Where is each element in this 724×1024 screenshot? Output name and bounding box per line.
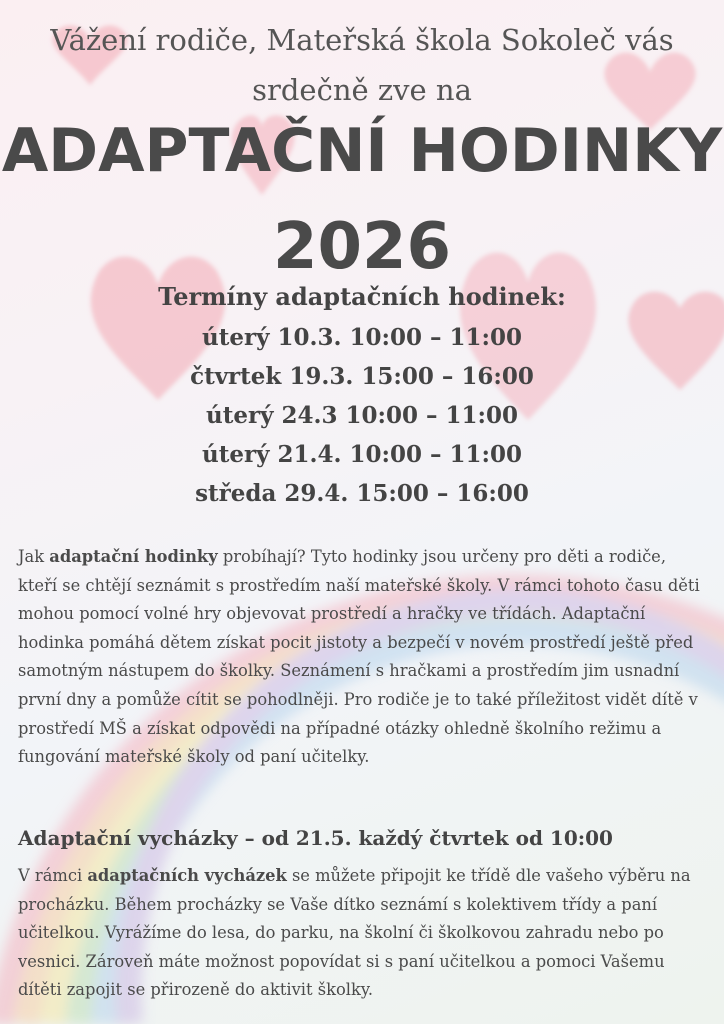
greeting-line-2: srdečně zve na — [252, 73, 472, 107]
walks-heading: Adaptační vycházky – od 21.5. každý čtvrtek od 10:00 — [18, 826, 613, 850]
walks-text: se můžete připojit ke třídě dle vašeho výběru na procházku. Během procházky se Vaše dítko seznámí s kolektivem třídy a paní učitelkou. Vyrážíme do lesa, do parku, na školní či školkovou zahradu nebo po vesnici. Zároveň máte možnost popovídat si s paní učitelkou a pomoci Vašemu dítěti zapojit se přirozeně do aktivit školky. — [18, 866, 691, 1000]
intro-prefix: Jak — [18, 547, 50, 566]
term-item: čtvrtek 19.3. 15:00 – 16:00 — [190, 363, 534, 390]
walks-paragraph — [18, 862, 710, 1005]
term-item: úterý 10.3. 10:00 – 11:00 — [201, 324, 523, 351]
term-item: středa 29.4. 15:00 – 16:00 — [195, 480, 529, 507]
walks-bold: adaptačních vycházek — [87, 866, 287, 885]
terms-list — [0, 318, 724, 513]
term-item: úterý 24.3 10:00 – 11:00 — [205, 402, 519, 429]
intro-text: probíhají? Tyto hodinky jsou určeny pro děti a rodiče, kteří se chtějí seznámit s prostředím naší mateřské školy. V rámci tohoto času děti mohou pomocí volné hry objevovat prostředí a hračky ve třídách. Adaptační hodinka pomáhá dětem získat pocit jistoty a bezpečí v novém prostředí ještě před samotným nástupem do školky. Seznámení s hračkami a prostředím jim usnadní první dny a pomůže cítit se pohodlněji. Pro rodiče je to také příležitost vidět dítě v prostředí MŠ a získat odpovědi na případné otázky ohledně školního režimu a fungování mateřské školy od paní učitelky. — [18, 547, 700, 767]
term-item: úterý 21.4. 10:00 – 11:00 — [201, 441, 523, 468]
walks-prefix: V rámci — [18, 866, 88, 885]
intro-paragraph — [18, 543, 710, 772]
greeting-line-1: Vážení rodiče, Mateřská škola Sokoleč vás — [50, 23, 674, 57]
terms-heading: Termíny adaptačních hodinek: — [158, 282, 566, 311]
page-title: ADAPTAČNÍ HODINKY — [1, 116, 723, 186]
year-title: 2026 — [272, 210, 452, 284]
intro-bold: adaptační hodinky — [49, 547, 218, 566]
